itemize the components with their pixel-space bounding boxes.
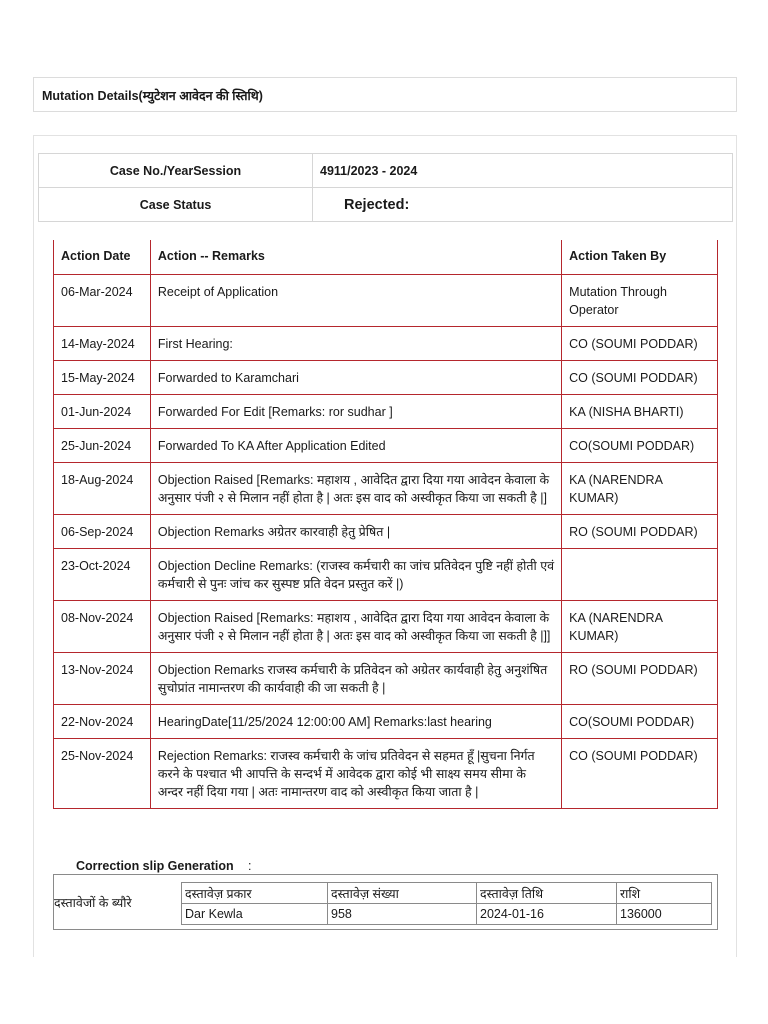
- doc-header-date: दस्तावेज़ तिथि: [477, 883, 617, 904]
- table-row: [54, 394, 718, 428]
- header-action-date: Action Date: [54, 240, 151, 274]
- action-taken-by-cell: KA (NARENDRA KUMAR): [562, 600, 718, 652]
- action-date-cell: 06-Mar-2024: [54, 274, 151, 326]
- documents-box: [53, 874, 718, 930]
- action-taken-by-cell: KA (NISHA BHARTI): [562, 394, 718, 428]
- action-date-cell: 14-May-2024: [54, 326, 151, 360]
- header-action-taken-by: Action Taken By: [562, 240, 718, 274]
- action-remarks-cell: HearingDate[11/25/2024 12:00:00 AM] Remarks:last hearing: [150, 704, 561, 738]
- action-history-table: [53, 240, 718, 809]
- action-date-cell: 25-Nov-2024: [54, 738, 151, 808]
- action-remarks-cell: Receipt of Application: [150, 274, 561, 326]
- action-remarks-cell: Objection Remarks राजस्व कर्मचारी के प्रतिवेदन को अग्रेतर कार्यवाही हेतु अनुशंषित सुचोप्रांत नामान्तरण की कार्यवाही की जा सकती है |: [150, 652, 561, 704]
- action-date-cell: 01-Jun-2024: [54, 394, 151, 428]
- action-taken-by-cell: [562, 548, 718, 600]
- action-date-cell: 06-Sep-2024: [54, 514, 151, 548]
- table-row: [54, 326, 718, 360]
- documents-data-row: [182, 904, 712, 925]
- documents-table: [181, 882, 712, 925]
- table-row: [54, 360, 718, 394]
- action-remarks-cell: Objection Decline Remarks: (राजस्व कर्मचारी का जांच प्रतिवेदन पुष्टि नहीं होती एवं कर्मचारी से पुनः जांच कर सुस्पष्ट प्रति वेदन प्रस्तुत करें |): [150, 548, 561, 600]
- action-table-body: [54, 274, 718, 808]
- correction-slip-colon: :: [248, 859, 252, 873]
- action-taken-by-cell: CO (SOUMI PODDAR): [562, 326, 718, 360]
- action-taken-by-cell: Mutation Through Operator: [562, 274, 718, 326]
- table-row: [54, 274, 718, 326]
- doc-header-type: दस्तावेज़ प्रकार: [182, 883, 328, 904]
- table-row: [54, 428, 718, 462]
- action-date-cell: 08-Nov-2024: [54, 600, 151, 652]
- doc-header-number: दस्तावेज़ संख्या: [328, 883, 477, 904]
- action-taken-by-cell: KA (NARENDRA KUMAR): [562, 462, 718, 514]
- action-remarks-cell: Forwarded For Edit [Remarks: ror sudhar ]: [150, 394, 561, 428]
- action-taken-by-cell: CO(SOUMI PODDAR): [562, 428, 718, 462]
- doc-header-amount: राशि: [617, 883, 712, 904]
- action-remarks-cell: Forwarded To KA After Application Edited: [150, 428, 561, 462]
- action-table-header: [54, 240, 718, 274]
- case-info-table: [38, 153, 733, 222]
- table-row: [54, 738, 718, 808]
- action-date-cell: 13-Nov-2024: [54, 652, 151, 704]
- action-taken-by-cell: RO (SOUMI PODDAR): [562, 652, 718, 704]
- action-date-cell: 15-May-2024: [54, 360, 151, 394]
- action-taken-by-cell: RO (SOUMI PODDAR): [562, 514, 718, 548]
- action-remarks-cell: Rejection Remarks: राजस्व कर्मचारी के जांच प्रतिवेदन से सहमत हूँ |सुचना निर्गत करने के पश्चात भी आपत्ति के सन्दर्भ में आवेदक द्वारा कोई भी साक्ष्य समय सीमा के अन्दर नहीं दिया गया | अतः नामान्तरण वाद को अस्वीकृत किया जाता है |: [150, 738, 561, 808]
- action-remarks-cell: Forwarded to Karamchari: [150, 360, 561, 394]
- table-row: [54, 548, 718, 600]
- action-remarks-cell: Objection Raised [Remarks: महाशय , आवेदित द्वारा दिया गया आवेदन केवाला के अनुसार पंजी २ से मिलान नहीं होता है | अतः इस वाद को अस्वीकृत किया जा सकती है |]]: [150, 600, 561, 652]
- page-title-box: [33, 77, 737, 112]
- table-row: [54, 704, 718, 738]
- correction-slip-label: Correction slip Generation: [76, 859, 234, 873]
- doc-amount: 136000: [617, 904, 712, 925]
- table-row: [54, 600, 718, 652]
- case-no-value: 4911/2023 - 2024: [313, 154, 733, 188]
- action-date-cell: 22-Nov-2024: [54, 704, 151, 738]
- action-taken-by-cell: CO(SOUMI PODDAR): [562, 704, 718, 738]
- table-row: [54, 514, 718, 548]
- action-remarks-cell: Objection Raised [Remarks: महाशय , आवेदित द्वारा दिया गया आवेदन केवाला के अनुसार पंजी २ से मिलान नहीं होता है | अतः इस वाद को अस्वीकृत किया जा सकती है |]: [150, 462, 561, 514]
- action-remarks-cell: Objection Remarks अग्रेतर कारवाही हेतु प्रेषित |: [150, 514, 561, 548]
- action-taken-by-cell: CO (SOUMI PODDAR): [562, 738, 718, 808]
- case-status-label: Case Status: [39, 188, 313, 222]
- action-date-cell: 18-Aug-2024: [54, 462, 151, 514]
- case-status-value: Rejected:: [313, 188, 733, 222]
- documents-label: दस्तावेजों के ब्यौरे: [54, 896, 132, 910]
- page-title: Mutation Details(म्युटेशन आवेदन की स्तिथि): [42, 89, 263, 103]
- table-row: [54, 652, 718, 704]
- header-action-remarks: Action -- Remarks: [150, 240, 561, 274]
- action-taken-by-cell: CO (SOUMI PODDAR): [562, 360, 718, 394]
- action-remarks-cell: First Hearing:: [150, 326, 561, 360]
- case-no-row: [39, 154, 733, 188]
- case-no-label: Case No./YearSession: [39, 154, 313, 188]
- table-row: [54, 462, 718, 514]
- action-date-cell: 25-Jun-2024: [54, 428, 151, 462]
- doc-date: 2024-01-16: [477, 904, 617, 925]
- doc-number: 958: [328, 904, 477, 925]
- documents-header-row: [182, 883, 712, 904]
- doc-type: Dar Kewla: [182, 904, 328, 925]
- case-status-row: [39, 188, 733, 222]
- action-date-cell: 23-Oct-2024: [54, 548, 151, 600]
